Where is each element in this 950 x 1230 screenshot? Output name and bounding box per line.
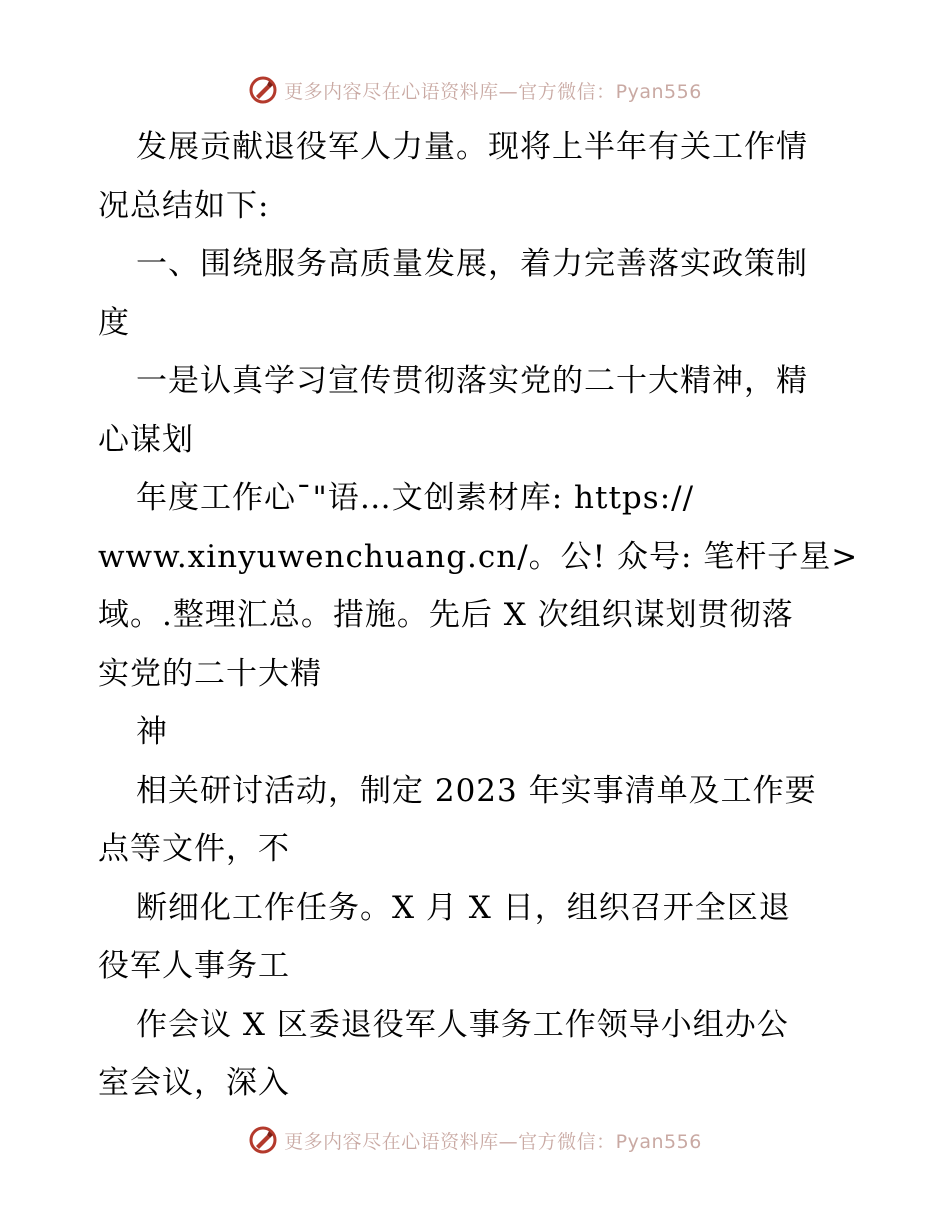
text-line: 心谋划 [98,421,194,458]
footer-banner-text: 更多内容尽在心语资料库—官方微信：Pyan556 [284,1130,702,1153]
pen-logo-icon [248,75,278,105]
document-body [98,118,858,1113]
text-line: 实党的二十大精 [98,655,322,692]
text-line: 作会议 X 区委退役军人事务工作领导小组办公 [136,1006,789,1043]
header-banner [0,70,950,110]
header-banner-text: 更多内容尽在心语资料库—官方微信：Pyan556 [284,80,702,103]
text-line: 发展贡献退役军人力量。现将上半年有关工作情 [136,129,808,165]
footer-banner [0,1120,950,1160]
text-line: 神 [136,714,168,750]
text-line: www.xinyuwenchuang.cn/。公! 众号: 笔杆子星> [98,538,859,575]
pen-logo-icon [248,1125,278,1155]
text-line: 役军人事务工 [98,948,290,984]
text-line: 况总结如下: [98,187,270,224]
section-heading: 一、围绕服务高质量发展，着力完善落实政策制 [136,246,808,282]
text-line: 断细化工作任务。X 月 X 日，组织召开全区退 [136,889,791,926]
text-line: 一是认真学习宣传贯彻落实党的二十大精神，精 [136,363,808,399]
text-line: 点等文件，不 [98,831,290,867]
text-line: 相关研讨活动，制定 2023 年实事清单及工作要 [136,772,817,809]
section-heading-continued: 度 [98,304,130,341]
text-line: 域。.整理汇总。措施。先后 X 次组织谋划贯彻落 [98,597,794,633]
text-line: 年度工作心¯"语…文创素材库: https:// [136,480,695,516]
text-line: 室会议，深入 [98,1065,290,1101]
